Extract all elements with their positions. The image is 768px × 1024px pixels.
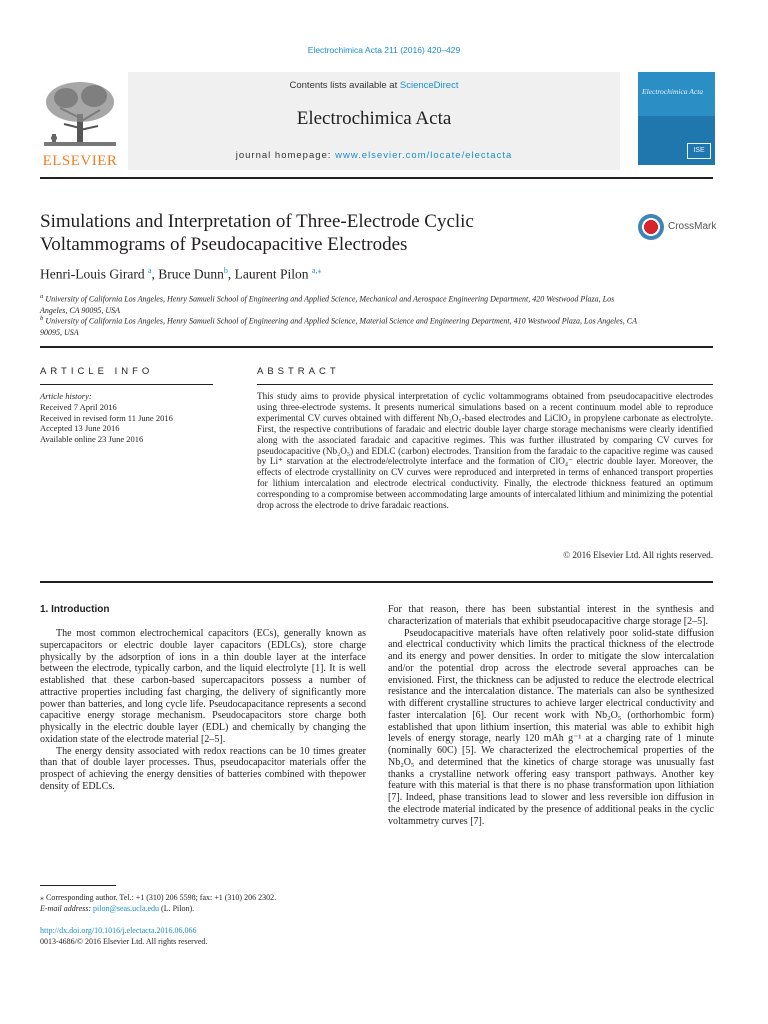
footnote-rule [40, 885, 116, 886]
crossmark-icon [638, 214, 664, 240]
received-date: Received 7 April 2016 [40, 401, 117, 412]
email-line [40, 903, 370, 914]
journal-reference[interactable]: Electrochimica Acta 211 (2016) 420–429 [307, 45, 461, 55]
elsevier-tree-icon [40, 78, 120, 150]
revised-date: Received in revised form 11 June 2016 [40, 412, 173, 423]
author-affiliation-marker[interactable]: a [147, 266, 152, 275]
author-list: Henri-Louis Girard $^a$, Bruce Dunn$^b$, Laurent Pilon $^{a,⁎}$ [40, 266, 322, 282]
email-label: E-mail address: [40, 904, 92, 913]
affiliation-b: $^b$ University of California Los Angeles, Henry Samueli School of Engineering and Applied Science, Material Science and Engineering Department, 410 Westwood Plaza, Los Angeles, CA 90095, USA [40, 315, 637, 337]
online-date: Available online 23 June 2016 [40, 434, 144, 445]
author-name[interactable]: Bruce Dunn [158, 266, 224, 282]
author-affiliation-marker[interactable]: b [223, 266, 228, 275]
journal-header [40, 72, 713, 170]
body-column-left [40, 628, 366, 793]
contents-prefix: Contents lists available at [289, 80, 400, 91]
affiliation-a: $^a$ University of California Los Angeles, Henry Samueli School of Engineering and Applied Science, Mechanical and Aerospace Engineering Department, 420 Westwood Plaza, Los Angeles, CA 90095, USA [40, 293, 615, 315]
corresponding-author-note: ⁎ Corresponding author. Tel.: +1 (310) 206 5598; fax: +1 (310) 206 2302. [40, 893, 277, 902]
abstract-heading: ABSTRACT [257, 366, 340, 377]
body-paragraph: The energy density associated with redox reactions can be 10 times greater than that of double layer processes. Thus, pseudocapacitor materials offer the prospect of achieving the energy densities of batteries combined with thepower density of EDLCs. [40, 745, 366, 792]
author-name[interactable]: Laurent Pilon [234, 266, 309, 282]
body-divider [40, 581, 713, 583]
footnote [40, 892, 370, 914]
homepage-prefix: journal homepage: [235, 150, 336, 161]
journal-cover-thumbnail [638, 72, 715, 165]
homepage-link[interactable]: www.elsevier.com/locate/electacta [335, 150, 513, 161]
article-history [40, 391, 240, 445]
elsevier-logo [40, 78, 120, 172]
email-suffix: (L. Pilon). [161, 904, 195, 913]
abstract-copyright: © 2016 Elsevier Ltd. All rights reserved. [563, 550, 713, 560]
doi-link[interactable]: http://dx.doi.org/10.1016/j.electacta.2016.06.066 [40, 926, 197, 935]
email-link[interactable]: pilon@seas.ucla.edu [93, 904, 160, 913]
crossmark-label: CrossMark [668, 221, 717, 232]
paper-title: Simulations and Interpretation of Three-Electrode Cyclic Voltammograms of Pseudocapacitive Electrodes [40, 211, 474, 255]
body-paragraph: For that reason, there has been substantial interest in the synthesis and characterization of materials that exhibit pseudocapacitive charge storage [2–5]. [388, 604, 714, 627]
affiliation-b-text: University of California Los Angeles, Henry Samueli School of Engineering and Applied Science, Material Science and Engineering Department, 410 Westwood Plaza, Los Angeles, CA 90095, USA [40, 316, 637, 337]
elsevier-wordmark: ELSEVIER [42, 153, 118, 169]
sciencedirect-link[interactable]: ScienceDirect [399, 80, 459, 91]
cover-title: Electrochimica Acta [642, 87, 704, 96]
homepage-line [128, 150, 620, 161]
abstract-rule [257, 384, 713, 385]
history-label: Article history: [40, 391, 92, 401]
section-divider [40, 346, 713, 348]
contents-line [128, 80, 620, 91]
author-name[interactable]: Henri-Louis Girard [40, 266, 145, 282]
author-affiliation-marker[interactable]: a,⁎ [311, 266, 322, 275]
issn-line: 0013-4686/© 2016 Elsevier Ltd. All rights reserved. [40, 937, 208, 946]
introduction-heading: 1. Introduction [40, 604, 110, 615]
ise-logo: ISE [687, 143, 711, 159]
doi-block [40, 925, 370, 947]
affiliation-a-text: University of California Los Angeles, Henry Samueli School of Engineering and Applied Science, Mechanical and Aerospace Engineering Department, 420 Westwood Plaza, Los Angeles, CA 90095, USA [40, 294, 615, 315]
journal-title: Electrochimica Acta [296, 108, 452, 129]
header-band [128, 72, 620, 170]
abstract-text: This study aims to provide physical interpretation of cyclic voltammograms obtained from pseudocapacitive electrodes using three-electrode systems. It presents numerical simulations based on a recent continuum model able to reproduce experimental CV curves obtained with different Nb₂O₅-based electrodes and LiClO₄ in propylene carbonate as electrolyte. First, the respective contributions of faradaic and electric double layer charge storage mechanisms were clearly identified along with the associated faradaic and capacitive regimes. This was further illustrated by comparing CV curves for pseudocapacitive (Nb₂O₅) and EDLC (carbon) electrodes. Transition from the faradaic to the capacitive regime was caused by Li⁺ starvation at the electrode/electrolyte interface and the formation of ClO₄⁻ electric double layer. Moreover, the effects of electrode crystallinity on CV curves were reproduced and interpreted in terms of enhanced transport properties for lithium intercalation and electrode electrical conductivity. Finally, the electrode thickness featured an optimum corresponding to a compromise between accommodating large amounts of intercalated lithium and minimizing the potential drop across the electrode to drive faradaic reactions. [257, 391, 714, 511]
article-info-rule [40, 384, 213, 385]
crossmark-badge[interactable] [638, 212, 718, 242]
body-paragraph: The most common electrochemical capacitors (ECs), generally known as supercapacitors or electric double layer capacitors (EDLCs), store charge physically by the adsorption of ions in a thin double layer at the interface between the electrode, typically carbon, and the liquid electrolyte [1]. It is well established that these carbon-based supercapacitors possess a number of attractive properties including fast charging, the delivery of significantly more power than batteries, and long cycle life. Pseudocapacitance represents a second capacitive energy storage mechanism. Pseudocapacitors store charge both physically in the electric double layer (EDL) and chemically by changing the oxidation state of the electrode material [2–5]. [40, 628, 366, 745]
body-column-right [388, 604, 714, 827]
article-info-heading: ARTICLE INFO [40, 366, 154, 377]
accepted-date: Accepted 13 June 2016 [40, 423, 120, 434]
body-paragraph: Pseudocapacitive materials have often relatively poor solid-state diffusion and electrical conductivity which limits the practical thickness of the electrode and its energy and power densities. In order to mitigate the slow intercalation and/or the potential drop across the electrode several approaches can be envisioned. First, the thickness can be adjusted to reduce the electrode electrical resistance and the intercalation distance. The materials can also be synthesized with different crystalline structures to achieve larger electrical conductivity and faster intercalation [6]. Our recent work with Nb₂O₅ (orthorhombic form) established that upon lithium insertion, this material was able to exhibit high levels of energy storage, nearly 120 mAh g⁻¹ at a charging rate of 1 minute (nominally 60C) [5]. We characterized the electrochemical properties of the Nb₂O₅ and determined that the kinetics of charge storage was unusually fast thanks a crystalline network offering easy transport pathways. Another key feature with this material is that there is no phase transformation upon lithiation [7]. Indeed, phase transitions lead to slower and less reversible ion diffusion in the electrode material indicated by the presence of additional peaks in the cyclic voltammetry curves [7]. [388, 627, 714, 827]
header-divider [40, 177, 713, 179]
